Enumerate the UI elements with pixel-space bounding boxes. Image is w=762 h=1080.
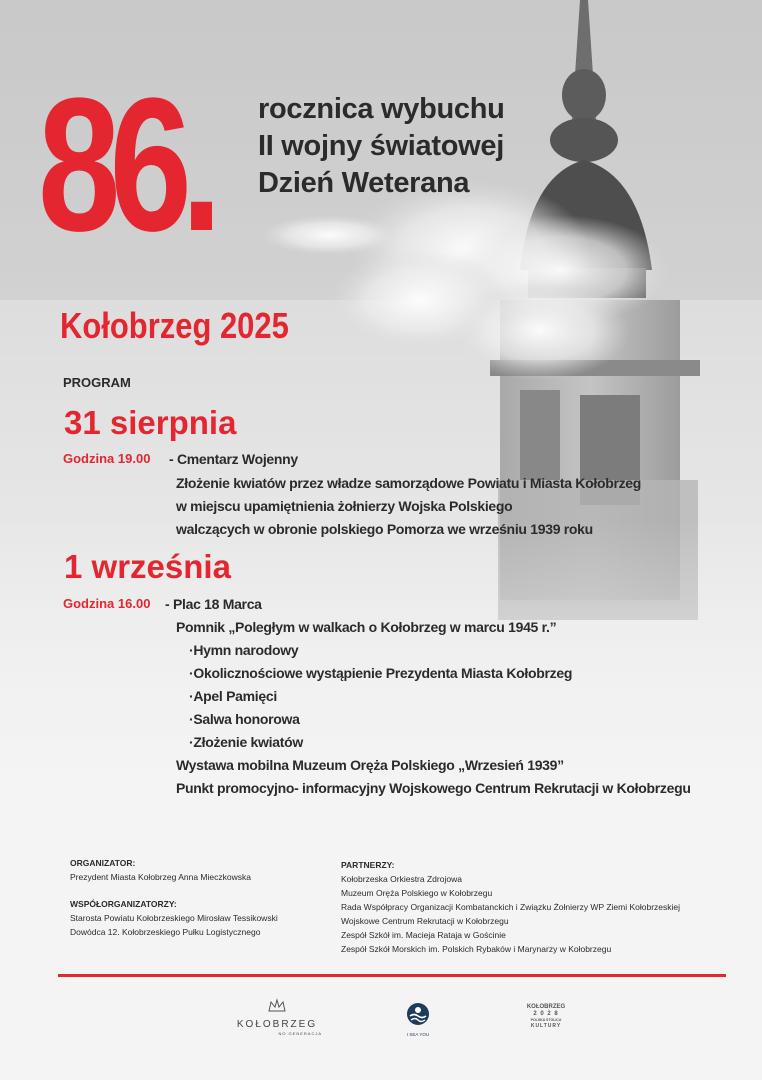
esk-logo-line3: POLSKA STOLICA [530, 1018, 562, 1022]
partner-line: Zespół Szkół Morskich im. Polskich Rybaków i Marynarzy w Kołobrzegu [341, 944, 612, 954]
day2-item: ·Salwa honorowa [189, 711, 300, 727]
headline-line-2: II wojny światowej [258, 130, 504, 162]
day1-line: w miejscu upamiętnienia żołnierzy Wojska Polskiego [176, 498, 513, 514]
day2-item: ·Okolicznościowe wystąpienie Prezydenta Miasta Kołobrzeg [189, 665, 573, 681]
esk-logo-line1: KOŁOBRZEG [526, 1004, 566, 1010]
day1-hour: Godzina 19.00 [63, 451, 151, 466]
partner-line: Zespół Szkół im. Macieja Rataja w Gościnie [341, 930, 506, 940]
kolobrzeg-logo-name: KOŁOBRZEG [236, 1019, 318, 1030]
partners-block [341, 858, 680, 956]
headline-title [258, 91, 505, 202]
organizer-line: Prezydent Miasta Kołobrzeg Anna Mieczkowska [70, 872, 251, 882]
city-year: Kołobrzeg 2025 [60, 305, 289, 346]
partner-line: Kołobrzeska Orkiestra Zdrojowa [341, 874, 462, 884]
coorganizer-line: Dowódca 12. Kołobrzeskiego Pułku Logistycznego [70, 927, 261, 937]
organizer-block [70, 856, 251, 884]
organizer-heading: ORGANIZATOR: [70, 858, 136, 868]
day2-item: ·Złożenie kwiatów [189, 734, 303, 750]
partner-line: Wojskowe Centrum Rekrutacji w Kołobrzegu [341, 916, 509, 926]
kolobrzeg-logo-tag: NO GENERACJA [278, 1031, 322, 1036]
coorganizer-line: Starosta Powiatu Kołobrzeskiego Mirosław Tessikowski [70, 913, 278, 923]
esk-logo-line2: 2 0 2 8 [533, 1011, 559, 1017]
day1-line: - Cmentarz Wojenny [169, 451, 298, 467]
coorganizers-block [70, 897, 278, 939]
day2-place: - Plac 18 Marca [165, 596, 262, 612]
day1-line: walczących w obronie polskiego Pomorza we wrześniu 1939 roku [176, 521, 593, 537]
day2-item: ·Hymn narodowy [189, 642, 299, 658]
coorganizers-heading: WSPÓŁORGANIZATORZY: [70, 899, 177, 909]
eye-wave-icon [406, 1002, 430, 1026]
esk-logo [516, 1004, 576, 1029]
program-label: PROGRAM [63, 375, 131, 390]
divider [58, 974, 726, 977]
partner-line: Muzeum Oręża Polskiego w Kołobrzegu [341, 888, 493, 898]
day2-item: ·Apel Pamięci [189, 688, 277, 704]
headline-line-1: rocznica wybuchu [258, 93, 505, 125]
anniversary-number: 86. [38, 59, 212, 271]
crown-icon [267, 998, 287, 1014]
day2-extra: Punkt promocyjno- informacyjny Wojskowego Centrum Rekrutacji w Kołobrzegu [176, 780, 691, 796]
partners-heading: PARTNERZY: [341, 860, 395, 870]
day2-date: 1 września [64, 548, 231, 585]
headline-line-3: Dzień Weterana [258, 167, 470, 199]
isea-logo-name: I SEA YOU [406, 1032, 430, 1037]
partner-line: Rada Współpracy Organizacji Kombatanckich i Związku Żołnierzy WP Ziemi Kołobrzeskiej [341, 902, 681, 912]
day2-extra: Wystawa mobilna Muzeum Oręża Polskiego „Wrzesień 1939” [176, 757, 564, 773]
kolobrzeg-logo [232, 998, 322, 1037]
day1-line: Złożenie kwiatów przez władze samorządowe Powiatu i Miasta Kołobrzeg [176, 475, 642, 491]
day1-date: 31 sierpnia [64, 404, 237, 441]
day2-hour: Godzina 16.00 [63, 596, 151, 611]
isea-logo [398, 1002, 438, 1038]
esk-logo-line4: KULTURY [530, 1023, 562, 1029]
day2-monument: Pomnik „Poległym w walkach o Kołobrzeg w marcu 1945 r.” [176, 619, 557, 635]
